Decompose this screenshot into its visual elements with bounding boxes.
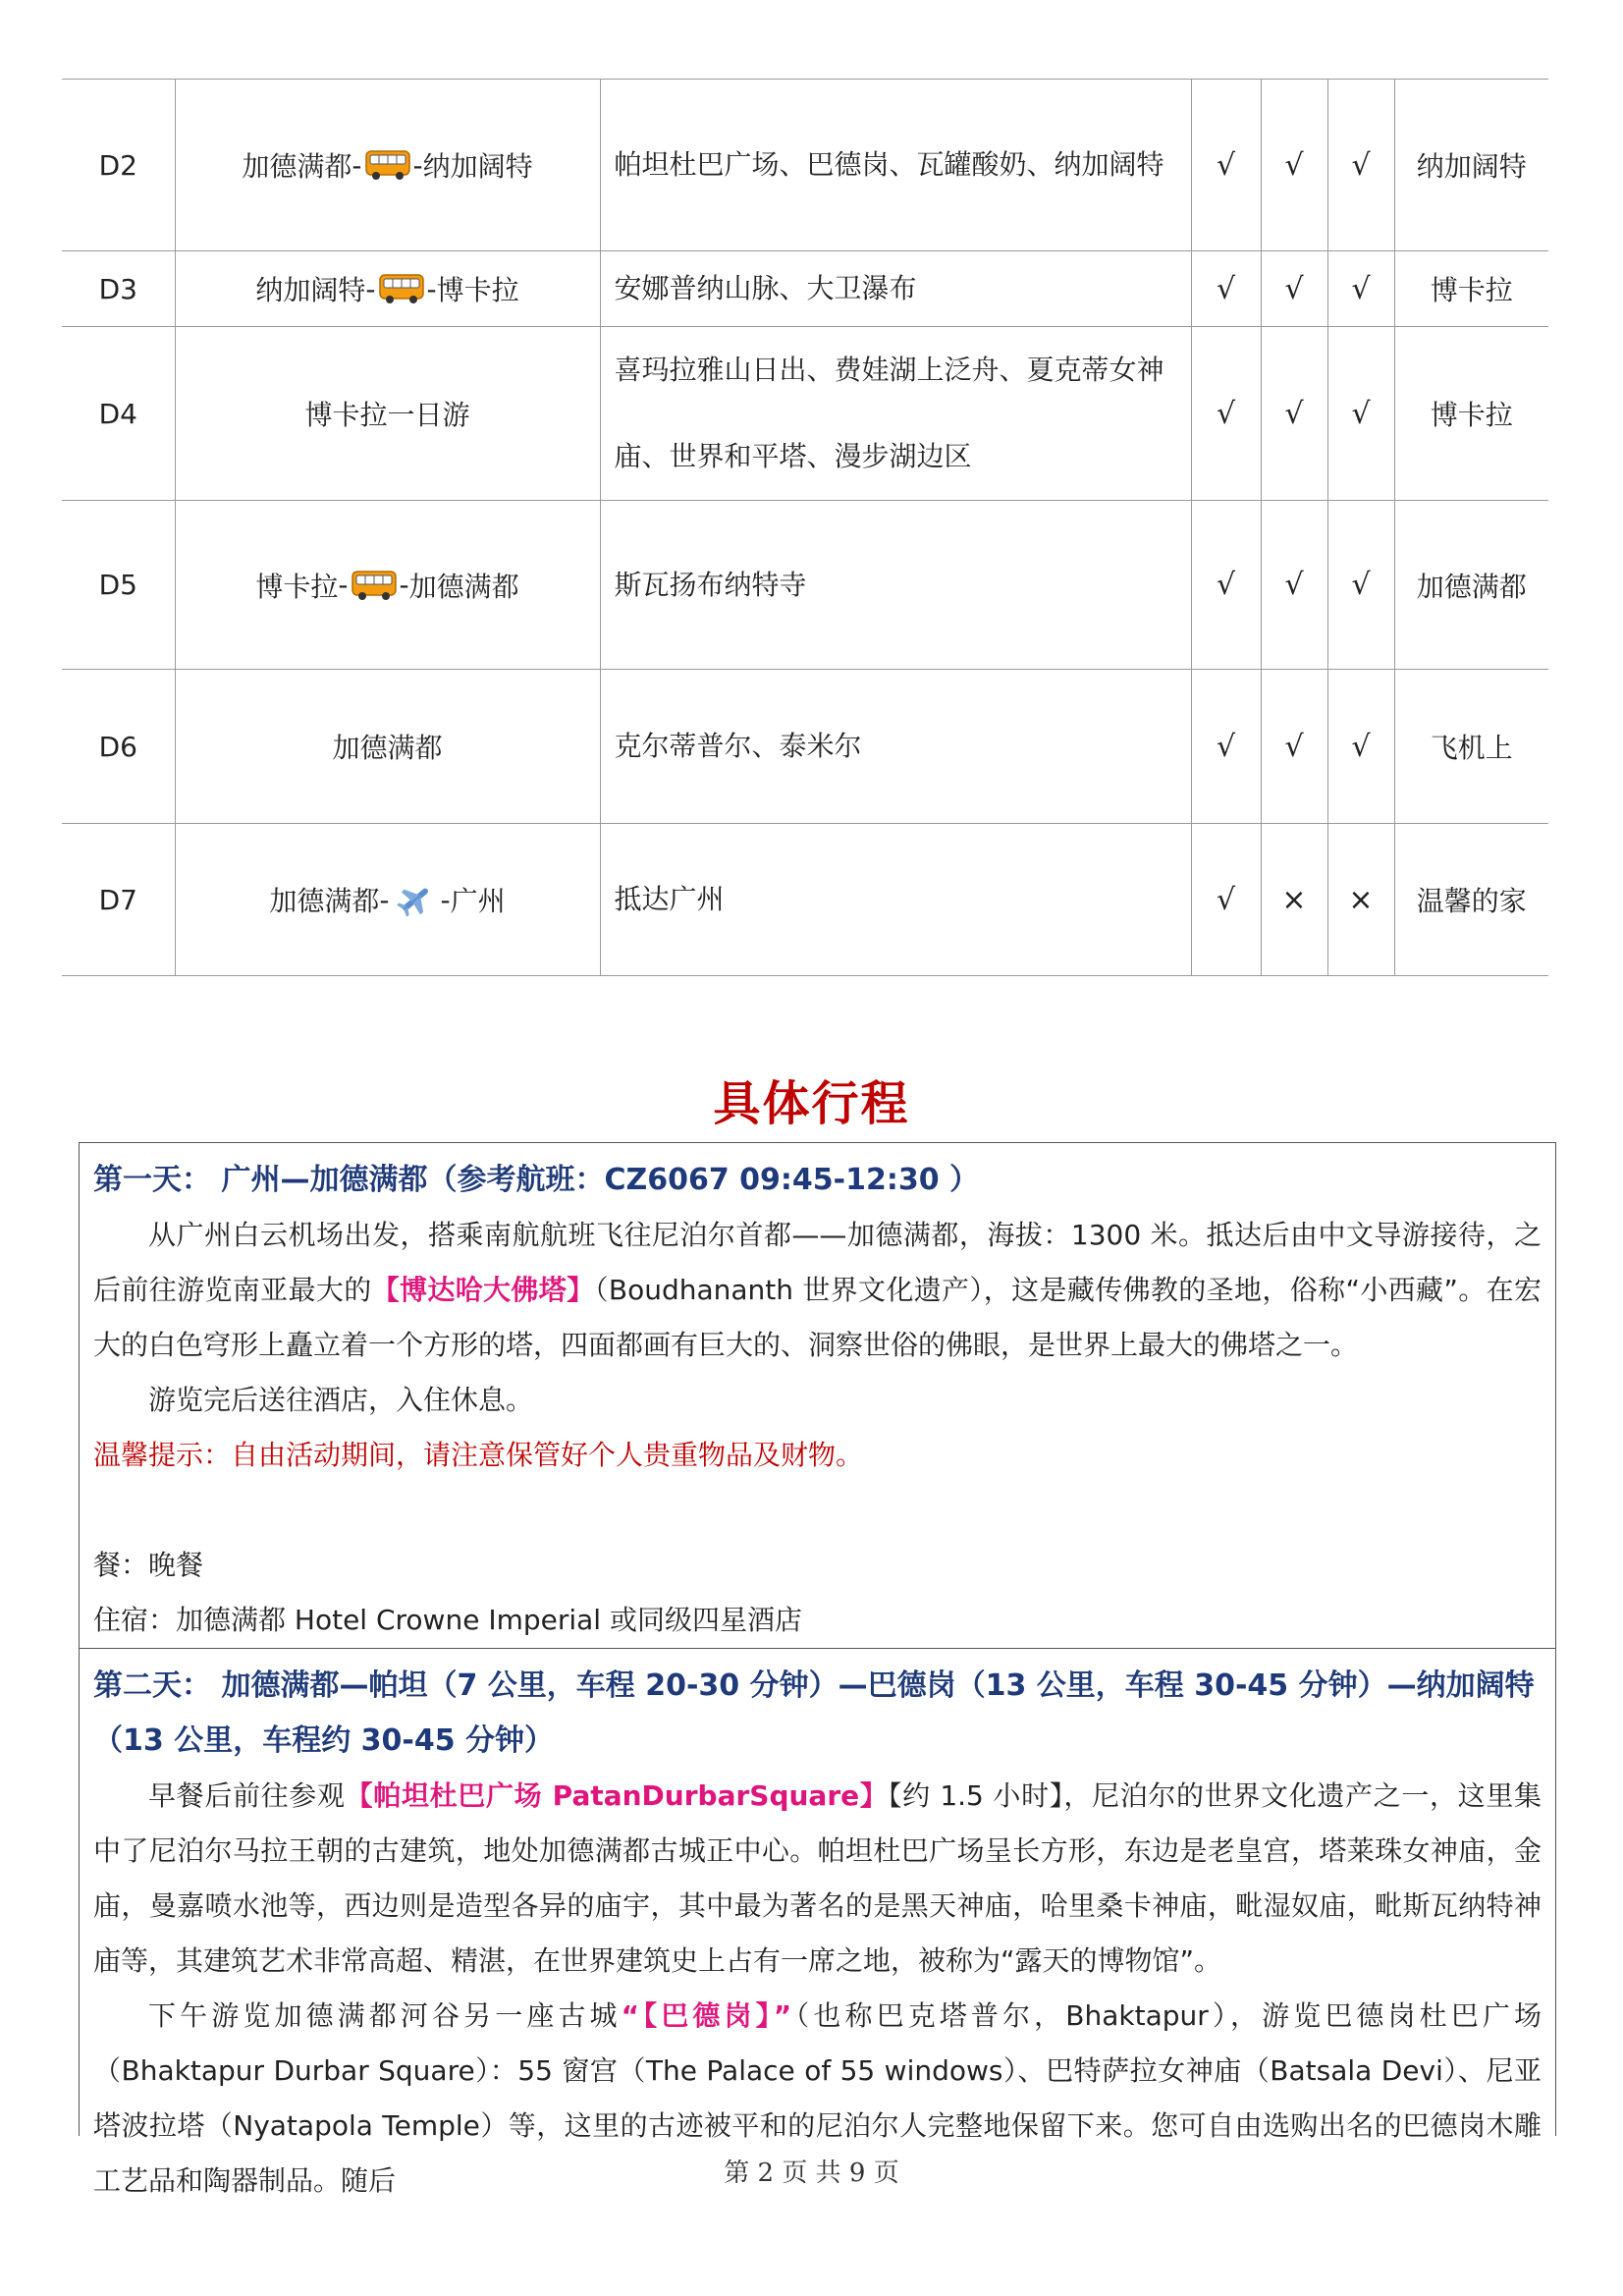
day-cell: D3 bbox=[62, 251, 175, 327]
bus-icon bbox=[378, 271, 425, 306]
route-to: 加德满都 bbox=[408, 570, 519, 603]
schedule-overview-table bbox=[62, 79, 1548, 976]
route-to: 博卡拉 bbox=[436, 274, 519, 306]
meal-dinner-mark: √ bbox=[1327, 670, 1394, 824]
meal-dinner-mark: √ bbox=[1327, 501, 1394, 670]
bus-icon bbox=[351, 568, 398, 603]
stay-cell: 温馨的家 bbox=[1394, 824, 1548, 976]
day-2-highlight: 【帕坦杜巴广场 PatanDurbarSquare】 bbox=[345, 1779, 889, 1812]
stay-cell: 博卡拉 bbox=[1394, 251, 1548, 327]
meal-breakfast-mark: √ bbox=[1191, 501, 1261, 670]
day-1-text-cont: （Boudhananth 世界文化遗产），这是藏传佛教的圣地，俗称“小西藏”。在宏大的白色穹形上矗立着一个方形的塔，四面都画有巨大的、洞察世俗的佛眼，是世界上最大的佛塔之一。 bbox=[93, 1274, 1542, 1361]
sights-cell: 安娜普纳山脉、大卫瀑布 bbox=[600, 251, 1191, 327]
day-2-text-cont: 【约 1.5 小时】，尼泊尔的世界文化遗产之一，这里集中了尼泊尔马拉王朝的古建筑，地处加德满都古城正中心。帕坦杜巴广场呈长方形，东边是老皇宫，塔莱珠女神庙，金庙，曼嘉喷水池等，西边则是造型各异的庙宇，其中最为著名的是黑天神庙，哈里桑卡神庙，毗湿奴庙，毗斯瓦纳特神庙等，其建筑艺术非常高超、精湛，在世界建筑史上占有一席之地，被称为“露天的博物馆”。 bbox=[93, 1779, 1542, 1977]
route-cell: 加德满都 - - 纳加阔特 bbox=[175, 80, 600, 251]
meal-dinner-mark: √ bbox=[1327, 251, 1394, 327]
meal-lunch-mark: √ bbox=[1261, 327, 1327, 501]
day-2-text-2: 下午游览加德满都河谷另一座古城 bbox=[148, 1999, 622, 2032]
meal-lunch-mark: √ bbox=[1261, 670, 1327, 824]
day-1-title: 第一天： 广州—加德满都（参考航班：CZ6067 09:45-12:30 ） bbox=[93, 1163, 980, 1197]
route-from: 加德满都 bbox=[242, 150, 352, 183]
day-cell: D2 bbox=[62, 80, 175, 251]
spacer bbox=[93, 1483, 1542, 1538]
day-2-title: 第二天： 加德满都—帕坦（7 公里，车程 20-30 分钟）—巴德岗（13 公里，车程 30-45 分钟）—纳加阔特（13 公里，车程约 30-45 分钟） bbox=[93, 1668, 1535, 1758]
meal-lunch-mark: √ bbox=[1261, 80, 1327, 251]
day-1-stay: 住宿：加德满都 Hotel Crowne Imperial 或同级四星酒店 bbox=[93, 1604, 802, 1636]
day-1-highlight: 【博达哈大佛塔】 bbox=[371, 1274, 595, 1306]
day-cell: D6 bbox=[62, 670, 175, 824]
day-2-block bbox=[80, 1648, 1555, 2209]
stay-cell: 加德满都 bbox=[1394, 501, 1548, 670]
meal-breakfast-mark: √ bbox=[1191, 670, 1261, 824]
stay-cell: 纳加阔特 bbox=[1394, 80, 1548, 251]
meal-lunch-mark: √ bbox=[1261, 501, 1327, 670]
airplane-icon bbox=[392, 882, 439, 917]
sights-cell: 克尔蒂普尔、泰米尔 bbox=[600, 670, 1191, 824]
schedule-row-d2 bbox=[62, 80, 1548, 251]
day-2-paragraph bbox=[93, 1769, 1542, 1989]
route-from: 博卡拉 bbox=[255, 570, 339, 603]
route-from: 纳加阔特 bbox=[255, 274, 366, 306]
meal-dinner-mark: × bbox=[1327, 824, 1394, 976]
day-1-paragraph bbox=[93, 1208, 1542, 1373]
day-1-paragraph-2: 游览完后送往酒店，入住休息。 bbox=[148, 1384, 534, 1416]
meal-dinner-mark: √ bbox=[1327, 80, 1394, 251]
day-1-tip: 温馨提示：自由活动期间，请注意保管好个人贵重物品及财物。 bbox=[93, 1439, 864, 1471]
day-1-block bbox=[80, 1143, 1555, 1648]
day-1-meal: 餐：晚餐 bbox=[93, 1549, 204, 1581]
schedule-row-d3 bbox=[62, 251, 1548, 327]
sights-cell: 喜玛拉雅山日出、费娃湖上泛舟、夏克蒂女神庙、世界和平塔、漫步湖边区 bbox=[600, 327, 1191, 501]
meal-dinner-mark: √ bbox=[1327, 327, 1394, 501]
route-cell: 加德满都 - - 广州 bbox=[175, 824, 600, 976]
sights-cell: 斯瓦扬布纳特寺 bbox=[600, 501, 1191, 670]
day-1-text: 从广州白云机场出发，搭乘南航航班飞往尼泊尔首都——加德满都，海拔：1300 米。抵达后由中文导游接待，之后前往游览南亚最大的 bbox=[93, 1219, 1542, 1306]
stay-cell: 博卡拉 bbox=[1394, 327, 1548, 501]
page-footer: 第 2 页 共 9 页 bbox=[724, 2159, 899, 2188]
day-cell: D4 bbox=[62, 327, 175, 501]
sights-cell: 抵达广州 bbox=[600, 824, 1191, 976]
bus-icon bbox=[364, 147, 411, 183]
schedule-row-d6 bbox=[62, 670, 1548, 824]
day-cell: D7 bbox=[62, 824, 175, 976]
route-cell: 纳加阔特 - - 博卡拉 bbox=[175, 251, 600, 327]
day-cell: D5 bbox=[62, 501, 175, 670]
meal-breakfast-mark: √ bbox=[1191, 327, 1261, 501]
stay-cell: 飞机上 bbox=[1394, 670, 1548, 824]
sights-cell: 帕坦杜巴广场、巴德岗、瓦罐酸奶、纳加阔特 bbox=[600, 80, 1191, 251]
route-to: 广州 bbox=[450, 885, 506, 917]
route-to: 纳加阔特 bbox=[422, 150, 533, 183]
meal-lunch-mark: √ bbox=[1261, 251, 1327, 327]
section-title: 具体行程 bbox=[713, 1076, 910, 1131]
day-2-text-2-cont: （也称巴克塔普尔，Bhaktapur），游览巴德岗杜巴广场（Bhaktapur Durbar Square）：55 窗宫（The Palace of 55 windows）、巴特萨拉女神庙（Batsala Devi）、尼亚塔波拉塔（Nyatapola Temple）等，这里的古迹被平和的尼泊尔人完整地保留下来。您可自由选购出名的巴德岗木雕工艺品和陶器制品。随后 bbox=[93, 1999, 1542, 2197]
day-2-highlight-2: “【巴德岗】” bbox=[621, 1999, 792, 2032]
schedule-row-d7 bbox=[62, 824, 1548, 976]
route-cell: 博卡拉 - - 加德满都 bbox=[175, 501, 600, 670]
route-cell: 博卡拉一日游 bbox=[175, 327, 600, 501]
meal-breakfast-mark: √ bbox=[1191, 80, 1261, 251]
meal-breakfast-mark: √ bbox=[1191, 251, 1261, 327]
meal-lunch-mark: × bbox=[1261, 824, 1327, 976]
meal-breakfast-mark: √ bbox=[1191, 824, 1261, 976]
schedule-row-d4 bbox=[62, 327, 1548, 501]
schedule-row-d5 bbox=[62, 501, 1548, 670]
day-2-text: 早餐后前往参观 bbox=[148, 1779, 346, 1812]
route-cell: 加德满都 bbox=[175, 670, 600, 824]
route-from: 加德满都 bbox=[269, 885, 380, 917]
